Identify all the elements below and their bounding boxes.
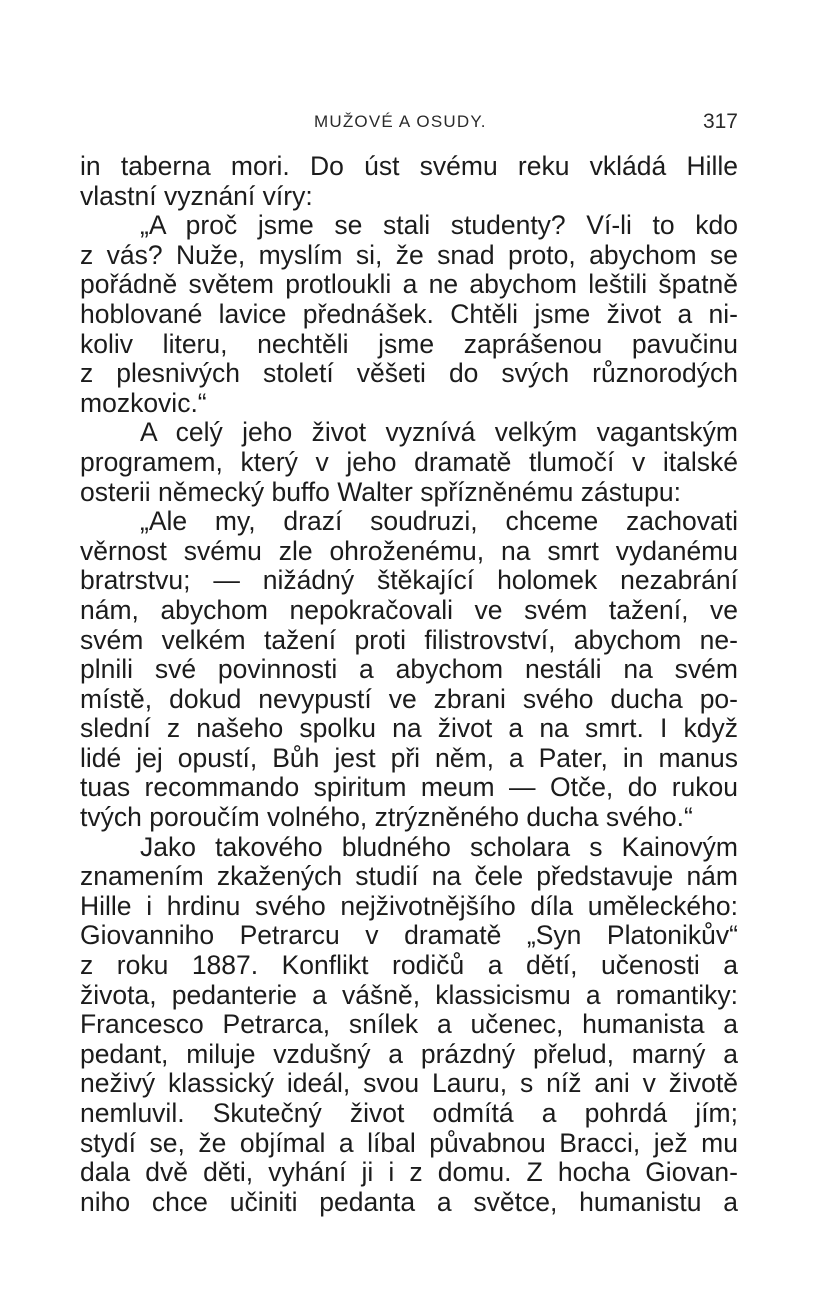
text-line: neživý klassický ideál, svou Lauru, s níž ani v životě xyxy=(80,1068,738,1099)
text-line: věrnost svému zle ohroženému, na smrt vydanému xyxy=(80,535,738,566)
text-line: z vás? Nuže, myslím si, že snad proto, abychom se xyxy=(80,239,738,270)
text-line: A celý jeho život vyznívá velkým vagantským xyxy=(140,417,738,448)
text-line: „Ale my, drazí soudruzi, chceme zachovati xyxy=(140,506,738,537)
text-line: lidé jej opustí, Bůh jest při něm, a Pater, in manus xyxy=(80,742,738,773)
body-text xyxy=(80,152,738,1217)
text-line: vlastní vyznání víry: xyxy=(80,180,313,211)
text-line: dala dvě děti, vyhání ji i z domu. Z hocha Giovan- xyxy=(80,1157,738,1188)
text-line: z plesnivých století věšeti do svých různorodých xyxy=(80,358,738,389)
text-line: pořádně světem protloukli a ne abychom leštili špatně xyxy=(80,269,738,300)
text-line: bratrstvu; — nižádný štěkající holomek nezabrání xyxy=(80,565,738,596)
text-line: Jako takového bludného scholara s Kainovým xyxy=(140,831,738,862)
text-line: místě, dokud nevypustí ve zbrani svého ducha po- xyxy=(80,683,738,714)
text-line: mozkovic.“ xyxy=(80,387,207,418)
text-line: pedant, miluje vzdušný a prázdný přelud, marný a xyxy=(80,1038,738,1069)
text-line: niho chce učiniti pedanta a světce, humanistu a xyxy=(80,1186,738,1217)
text-line: hoblované lavice přednášek. Chtěli jsme život a ni- xyxy=(80,298,738,329)
text-line: slední z našeho spolku na život a na smrt. I když xyxy=(80,713,738,744)
text-line: in taberna mori. Do úst svému reku vkládá Hille xyxy=(80,151,738,181)
text-line: osterii německý buffo Walter spřízněnému zástupu: xyxy=(80,476,681,507)
text-line: Francesco Petrarca, snílek a učenec, humanista a xyxy=(80,1009,738,1040)
text-line: koliv literu, nechtěli jsme zaprášenou pavučinu xyxy=(80,328,738,359)
text-line: svém velkém tažení proti filistrovství, abychom ne- xyxy=(80,624,738,655)
text-line: z roku 1887. Konflikt rodičů a dětí, učenosti a xyxy=(80,950,738,981)
text-line: Hille i hrdinu svého nejživotnějšího díla uměleckého: xyxy=(80,890,738,921)
text-line: znamením zkažených studií na čele představuje nám xyxy=(80,861,738,892)
text-line: života, pedanterie a vášně, klassicismu a romantiky: xyxy=(80,979,738,1010)
text-line: nám, abychom nepokračovali ve svém tažení, ve xyxy=(80,594,738,625)
text-line: nemluvil. Skutečný život odmítá a pohrdá jím; xyxy=(80,1098,738,1128)
running-header xyxy=(80,110,738,140)
text-line: programem, který v jeho dramatě tlumočí v italské xyxy=(80,446,738,477)
text-line: „A proč jsme se stali studenty? Ví-li to kdo xyxy=(140,210,738,241)
text-line: plnili své povinnosti a abychom nestáli na svém xyxy=(80,654,738,685)
text-line: Giovanniho Petrarcu v dramatě „Syn Platonikův“ xyxy=(80,920,738,951)
text-line: stydí se, že objímal a líbal půvabnou Bracci, jež mu xyxy=(80,1127,738,1158)
text-line: tvých poroučím volného, ztrýzněného ducha svého.“ xyxy=(80,802,693,833)
running-title: MUŽOVÉ A OSUDY. xyxy=(314,112,487,131)
page-number: 317 xyxy=(702,110,738,133)
text-line: tuas recommando spiritum meum — Otče, do rukou xyxy=(80,772,738,803)
